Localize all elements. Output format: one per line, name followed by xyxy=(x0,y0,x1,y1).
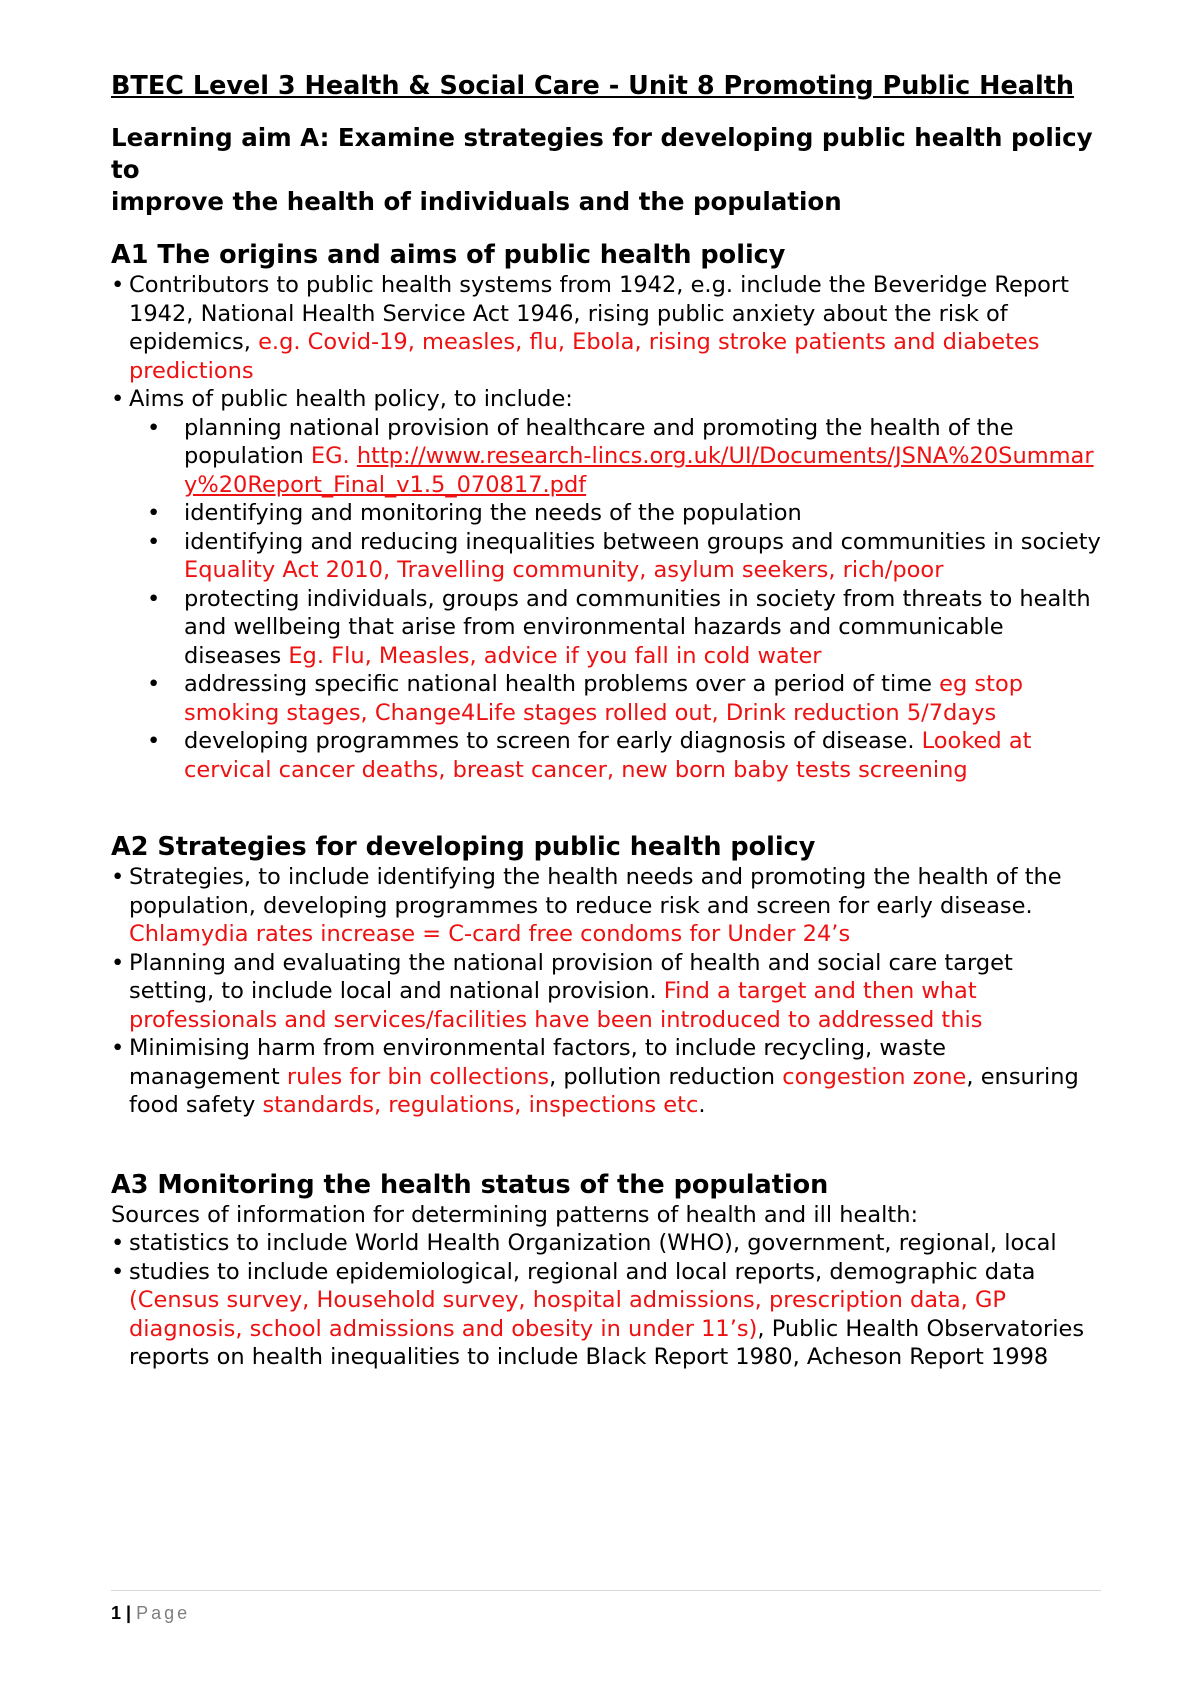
a1-sub-bullet-inequalities-annotation: Equality Act 2010, Travelling community, asylum seekers, rich/poor xyxy=(184,557,944,583)
a2-annotation-bin-collections: rules for bin collections xyxy=(286,1063,550,1090)
a2-bullet-environmental-text-2: , pollution reduction xyxy=(549,1063,783,1090)
a1-bullet-contributors xyxy=(111,271,1101,385)
a3-bullet-studies xyxy=(111,1258,1101,1372)
a2-bullet-environmental-text: Minimising harm from environmental factors, to include recycling, waste management xyxy=(129,1035,946,1090)
section-a2-heading: A2 Strategies for developing public health policy xyxy=(111,832,816,862)
a1-sub-bullet-inequalities xyxy=(111,528,1101,585)
a1-sub-bullet-national-problems xyxy=(111,670,1101,727)
a1-sub-bullet-screening-annotation: Looked at cervical cancer deaths, breast cancer, new born baby tests screening xyxy=(184,728,1032,783)
a1-sub-bullet-protecting xyxy=(111,585,1101,671)
a2-bullet-strategies xyxy=(111,863,1101,949)
a3-bullet-studies-text: studies to include epidemiological, regional and local reports, demographic data xyxy=(129,1258,1036,1285)
bullet-icon: • xyxy=(147,728,161,754)
bullet-icon: • xyxy=(111,272,125,298)
a3-bullet-studies-text-2: , Public Health Observatories reports on health inequalities to include Black Report 1980, Acheson Report 1998 xyxy=(129,1315,1085,1370)
bullet-icon: • xyxy=(111,1258,125,1285)
a2-bullet-environmental-period: . xyxy=(698,1092,706,1118)
bullet-icon: • xyxy=(147,500,161,526)
a1-sub-bullet-monitoring xyxy=(111,499,1101,528)
jsna-report-link[interactable]: http://www.research-lincs.org.uk/UI/Documents/JSNA%20Summary%20Report_Final_v1.5_070817.pdf xyxy=(184,443,1094,498)
a3-intro: Sources of information for determining patterns of health and ill health: xyxy=(111,1201,919,1228)
a1-sub-bullet-protecting-annotation: Eg. Flu, Measles, advice if you fall in cold water xyxy=(288,642,822,669)
page-number: 1 xyxy=(111,1603,122,1623)
a2-bullet-planning xyxy=(111,949,1101,1035)
page-footer xyxy=(111,1590,1101,1624)
a3-bullet-statistics-text: statistics to include World Health Organization (WHO), government, regional, local xyxy=(129,1230,1057,1256)
document-body xyxy=(111,70,1101,1372)
a1-bullet-contributors-annotation: e.g. Covid-19, measles, flu, Ebola, rising stroke patients and diabetes predictions xyxy=(129,329,1040,384)
bullet-icon: • xyxy=(147,585,161,612)
document-title: BTEC Level 3 Health & Social Care - Unit 8 Promoting Public Health xyxy=(111,71,1075,101)
bullet-icon: • xyxy=(111,949,125,976)
learning-aim-line2: improve the health of individuals and the population xyxy=(111,187,842,216)
bullet-icon: • xyxy=(111,864,125,890)
a1-bullet-contributors-text: Contributors to public health systems from 1942, e.g. include the Beveridge Report 1942, National Health Service Act 1946, rising public anxiety about the risk of epidemics, xyxy=(129,272,1069,355)
section-a3-heading: A3 Monitoring the health status of the population xyxy=(111,1169,829,1200)
a2-bullet-planning-annotation: Find a target and then what professionals and services/facilities have been introduced to addressed this xyxy=(129,978,983,1033)
a2-bullet-strategies-text: Strategies, to include identifying the health needs and promoting the health of the population, developing programmes to reduce risk and screen for early disease. xyxy=(129,864,1062,919)
a2-annotation-food-safety: standards, regulations, inspections etc xyxy=(262,1092,699,1118)
a1-sub-bullet-planning-annotation: EG. xyxy=(310,443,357,469)
footer-separator: | xyxy=(126,1603,132,1623)
a3-bullet-statistics xyxy=(111,1229,1101,1258)
learning-aim xyxy=(111,122,1101,218)
a1-sub-bullet-protecting-text: protecting individuals, groups and communities in society from threats to health and wellbeing that arise from environmental hazards and communicable diseases xyxy=(184,585,1091,669)
a1-sub-bullet-national-problems-annotation: eg stop smoking stages, Change4Life stages rolled out, Drink reduction 5/7days xyxy=(184,671,1023,726)
a2-bullet-strategies-annotation: Chlamydia rates increase = C-card free condoms for Under 24’s xyxy=(129,921,851,947)
a3-bullet-studies-annotation: (Census survey, Household survey, hospital admissions, prescription data, GP diagnosis, school admissions and obesity in under 11’s) xyxy=(129,1287,1006,1342)
a1-sub-bullet-planning-text: planning national provision of healthcare and promoting the health of the population xyxy=(184,414,1014,469)
footer-page-word: Page xyxy=(136,1603,191,1623)
bullet-icon: • xyxy=(111,1230,125,1256)
bullet-icon: • xyxy=(111,386,125,412)
a1-sub-bullet-national-problems-text: addressing specific national health problems over a period of time xyxy=(184,671,940,697)
a2-bullet-environmental xyxy=(111,1034,1101,1120)
a1-sub-bullet-screening-text: developing programmes to screen for early diagnosis of disease. xyxy=(184,728,922,754)
bullet-icon: • xyxy=(111,1035,125,1061)
a1-bullet-aims xyxy=(111,385,1101,414)
a2-bullet-environmental-text-3: , ensuring food safety xyxy=(129,1063,1079,1118)
a1-sub-bullet-planning xyxy=(111,414,1101,500)
a1-sub-bullet-inequalities-text: identifying and reducing inequalities between groups and communities in society xyxy=(184,528,1101,555)
a1-sub-bullet-monitoring-text: identifying and monitoring the needs of the population xyxy=(184,500,802,526)
bullet-icon: • xyxy=(147,528,161,555)
learning-aim-line1: Learning aim A: Examine strategies for developing public health policy to xyxy=(111,123,1093,184)
a1-bullet-aims-text: Aims of public health policy, to include: xyxy=(129,386,573,412)
a2-annotation-congestion-zone: congestion zone xyxy=(782,1063,967,1090)
a1-sub-bullet-screening xyxy=(111,727,1101,784)
a2-bullet-planning-text: Planning and evaluating the national provision of health and social care target setting, to include local and national provision. xyxy=(129,949,1013,1004)
section-a1-heading: A1 The origins and aims of public health policy xyxy=(111,240,786,270)
bullet-icon: • xyxy=(147,671,161,697)
bullet-icon: • xyxy=(147,414,161,441)
